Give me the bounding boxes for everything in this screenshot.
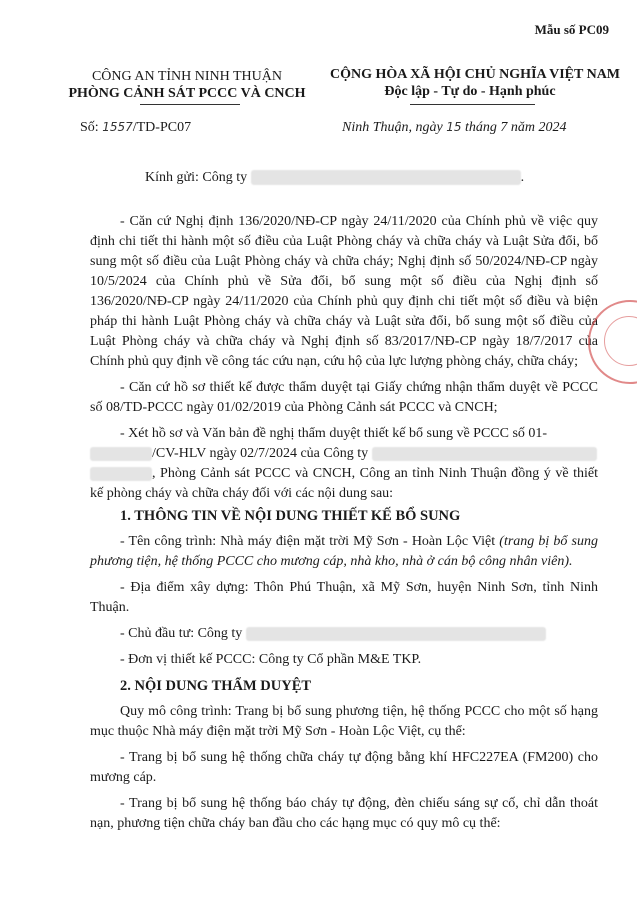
review-text-c: , Phòng Cảnh sát PCCC và CNCH, Công an tỉnh Ninh Thuận đồng ý về thiết kế phòng cháy và chữa cháy đối với các nội dung sau: <box>90 466 598 501</box>
project-name-label: - Tên công trình: Nhà máy điện mặt trời Mỹ Sơn - Hoàn Lộc Việt <box>120 534 496 549</box>
nation-name: CỘNG HÒA XÃ HỘI CHỦ NGHĨA VIỆT NAM <box>330 67 621 82</box>
scope-item-fm200: - Trang bị bổ sung hệ thống chữa cháy tự động bằng khí HFC227EA (FM200) cho mương cáp. <box>90 750 598 785</box>
review-text-a: - Xét hồ sơ và Văn bản đề nghị thẩm duyệt thiết kế bổ sung về PCCC số 01- <box>120 426 548 441</box>
redacted-company-name <box>251 170 521 185</box>
approval-basis-paragraph: - Căn cứ hồ sơ thiết kế được thẩm duyệt tại Giấy chứng nhận thẩm duyệt về PCCC số 08/TD-PCCC ngày 01/02/2019 của Phòng Cảnh sát PCCC và CNCH; <box>90 380 598 415</box>
recipient-line <box>145 170 524 186</box>
place-and-date <box>342 120 567 136</box>
review-text-b: /CV-HLV ngày 02/7/2024 của Công ty <box>152 446 369 461</box>
doc-number-suffix: /TD-PC07 <box>132 120 192 135</box>
redacted-company-name-2 <box>372 447 597 461</box>
recipient-label: Kính gửi: Công ty <box>145 170 248 185</box>
redacted-owner-name <box>246 627 546 641</box>
legal-basis-paragraph: - Căn cứ Nghị định 136/2020/NĐ-CP ngày 24/11/2020 của Chính phủ về việc quy định chi tiết thi hành một số điều của Luật Phòng cháy và chữa cháy và Luật Sửa đổi, bổ sung một số điều của Luật Phòng cháy và chữa cháy; Nghị định số 50/2024/NĐ-CP ngày 10/5/2024 của Chính phủ về Sửa đổi, bổ sung một số điều của Nghị định số 136/2020/NĐ-CP ngày 24/11/2020 của Chính phủ quy định chi tiết một số điều và biện pháp thi hành Luật Phòng cháy và chữa cháy và Luật sửa đổi, bổ sung một số điều của Luật Phòng cháy và chữa cháy và Nghị định số 83/2017/NĐ-CP ngày 18/7/2017 của Chính phủ quy định về công tác cứu nạn, cứu hộ của lực lượng phòng cháy, chữa cháy; <box>90 214 598 369</box>
national-header <box>330 66 621 100</box>
date-suffix: tháng 7 năm 2024 <box>465 120 567 135</box>
recipient-end: . <box>520 170 525 185</box>
project-name-note: (trang bị bổ sung phương tiện, hệ thống PCCC cho mương cáp, nhà kho, nhà ở cán bộ công nhân viên). <box>90 534 598 569</box>
project-location: - Địa điểm xây dựng: Thôn Phú Thuận, xã Mỹ Sơn, huyện Ninh Sơn, tỉnh Ninh Thuận. <box>90 580 598 615</box>
document-body <box>90 212 598 840</box>
doc-number-handwritten: 1557 <box>102 120 133 134</box>
form-number: Mẫu số PC09 <box>534 22 609 37</box>
redacted-doc-ref <box>90 447 152 461</box>
owner-label: - Chủ đầu tư: Công ty <box>120 626 243 641</box>
section-2-heading: 2. NỘI DUNG THẨM DUYỆT <box>120 678 312 694</box>
header-divider-left <box>140 104 240 105</box>
department-name: PHÒNG CẢNH SÁT PCCC VÀ CNCH <box>68 86 306 101</box>
project-scale: Quy mô công trình: Trang bị bổ sung phương tiện, hệ thống PCCC cho một số hạng mục thuộc Nhà máy điện mặt trời Mỹ Sơn - Hoàn Lộc Việt, cụ thể: <box>90 704 598 739</box>
project-owner <box>90 624 598 644</box>
date-day-handwritten: 15 <box>446 120 462 134</box>
header-divider-right <box>410 104 535 105</box>
document-number <box>80 120 191 136</box>
doc-number-prefix: Số: <box>80 120 99 135</box>
fire-design-unit: - Đơn vị thiết kế PCCC: Công ty Cổ phần M&E TKP. <box>120 652 422 667</box>
section-1-heading: 1. THÔNG TIN VỀ NỘI DUNG THIẾT KẾ BỔ SUNG <box>120 508 461 524</box>
agency-name: CÔNG AN TỈNH NINH THUẬN <box>91 69 283 84</box>
official-seal-inner-ring <box>604 316 637 366</box>
project-name <box>90 532 598 572</box>
issuing-agency-header <box>62 68 312 102</box>
date-prefix: Ninh Thuận, ngày <box>342 120 443 135</box>
scope-item-alarm: - Trang bị bổ sung hệ thống báo cháy tự động, đèn chiếu sáng sự cố, chỉ dẫn thoát nạn, phương tiện chữa cháy ban đầu cho các hạng mục có quy mô cụ thể: <box>90 796 598 831</box>
redacted-company-name-3 <box>90 467 152 481</box>
national-motto: Độc lập - Tự do - Hạnh phúc <box>384 84 556 99</box>
review-paragraph <box>90 424 598 504</box>
